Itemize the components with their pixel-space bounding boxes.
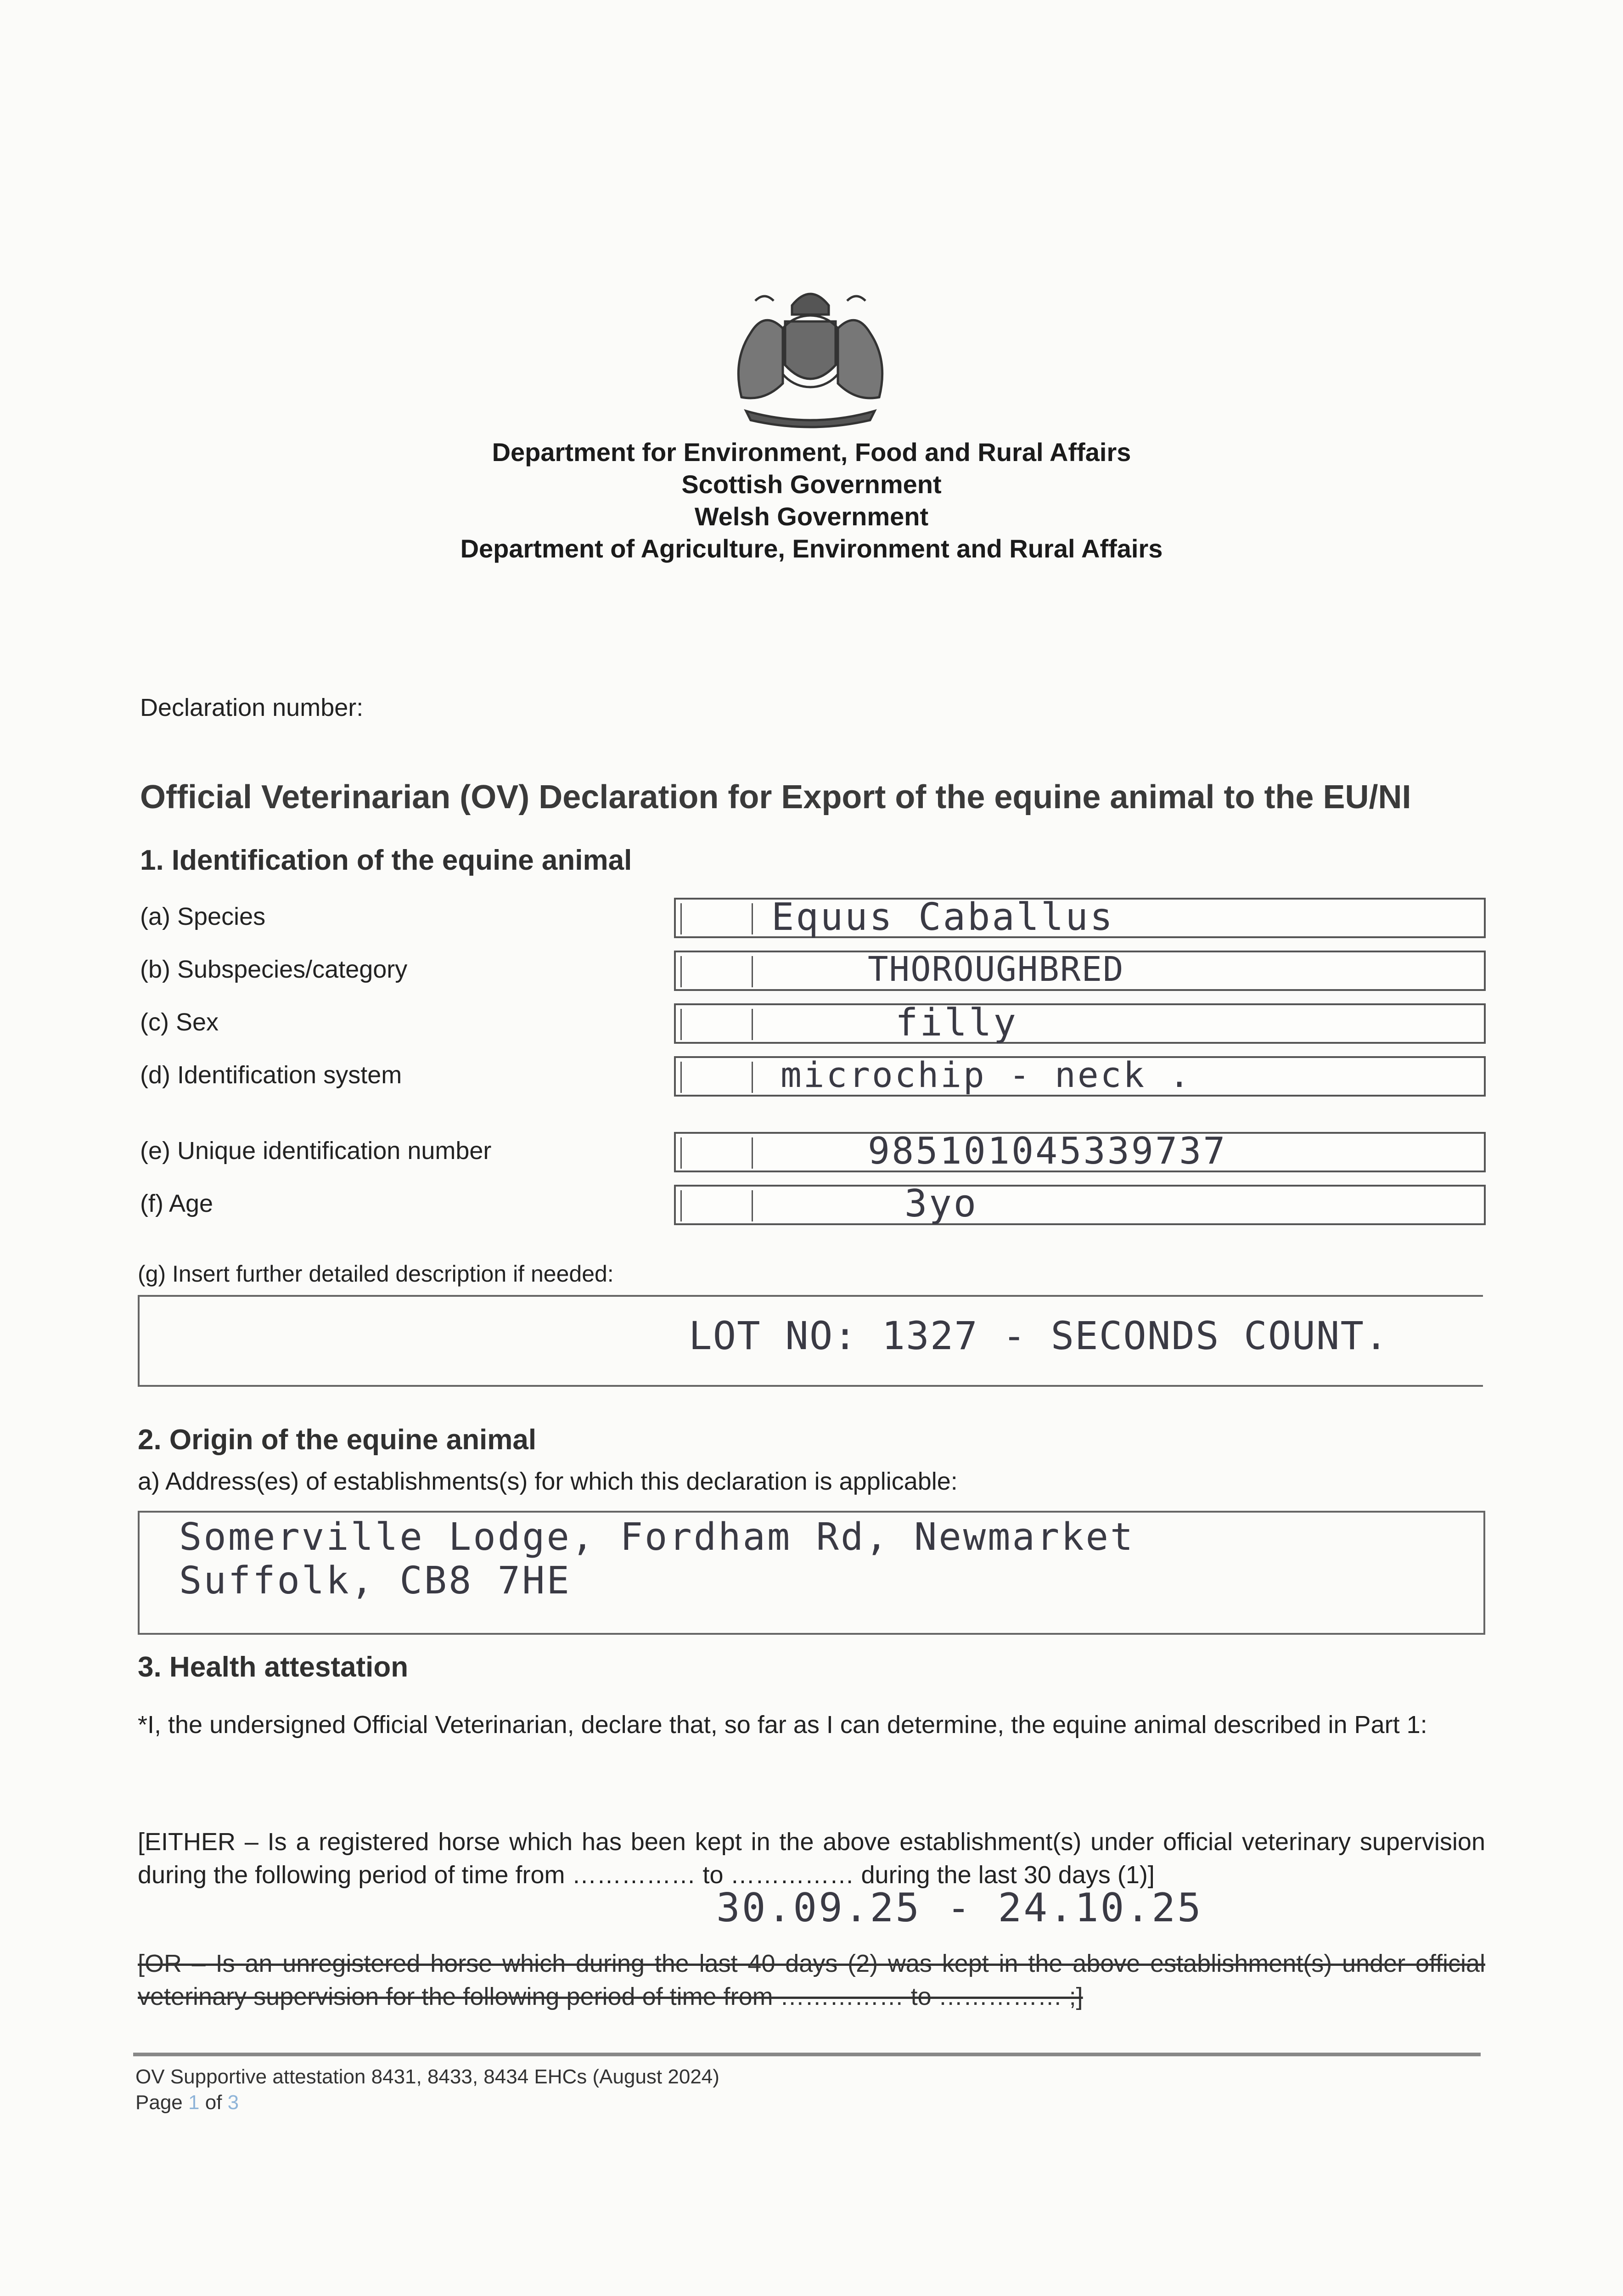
address-label: a) Address(es) of establishments(s) for which this declaration is applicable: [138,1468,958,1495]
section-1-heading: 1. Identification of the equine animal [140,844,632,876]
or-clause-struck: [OR – Is an unregistered horse which during the last 40 days (2) was kept in the above establishment(s) under official veterinary supervision for the following period of time from …………… to …………… ;] [138,1950,1485,2010]
age-label: (f) Age [140,1190,213,1217]
subspecies-value: THOROUGHBRED [868,950,1124,989]
declaration-number-label: Declaration number: [140,694,364,721]
age-value: 3yo [904,1182,978,1226]
footer-divider [133,2053,1481,2056]
identification-system-value: microchip - neck . [781,1054,1192,1095]
department-line-3: Welsh Government [694,502,929,531]
section-2-heading: 2. Origin of the equine animal [138,1424,537,1456]
health-attestation-intro: *I, the undersigned Official Veterinarian, declare that, so far as I can determine, the equine animal described in Part 1: [138,1711,1427,1739]
identification-system-label: (d) Identification system [140,1061,402,1089]
department-line-2: Scottish Government [681,470,942,499]
of-word: of [205,2091,222,2114]
species-label: (a) Species [140,903,266,930]
sex-label: (c) Sex [140,1008,219,1036]
sex-field[interactable] [674,1003,1486,1044]
footer-reference: OV Supportive attestation 8431, 8433, 8434 EHCs (August 2024) [135,2065,719,2088]
further-description-value: LOT NO: 1327 - SECONDS COUNT. [689,1313,1389,1358]
page-indicator [135,2090,239,2116]
subspecies-label: (b) Subspecies/category [140,956,408,983]
species-value: Equus Caballus [771,895,1115,939]
page-word: Page [135,2091,183,2114]
royal-coat-of-arms-icon [714,278,907,429]
page-total: 3 [227,2091,239,2114]
address-line-1: Somerville Lodge, Fordham Rd, Newmarket [179,1515,1135,1559]
section-3-heading: 3. Health attestation [138,1651,409,1683]
age-field[interactable] [674,1185,1486,1225]
department-line-1: Department for Environment, Food and Rural Affairs [492,438,1131,467]
further-description-label: (g) Insert further detailed description if needed: [138,1261,614,1287]
supervision-dates: 30.09.25 - 24.10.25 [716,1885,1203,1931]
address-line-2: Suffolk, CB8 7HE [179,1559,571,1603]
sex-value: filly [895,1001,1018,1045]
department-line-4: Department of Agriculture, Environment and Rural Affairs [460,534,1163,563]
unique-id-value: 985101045339737 [868,1130,1227,1172]
either-clause: [EITHER – Is a registered horse which has been kept in the above establishment(s) under official veterinary supervision during the following period of time from …………… to …………… during the last 30 days (1)] [138,1828,1485,1889]
page-number: 1 [188,2091,200,2114]
page-title: Official Veterinarian (OV) Declaration for Export of the equine animal to the EU/NI [140,779,1411,816]
unique-id-label: (e) Unique identification number [140,1137,492,1165]
